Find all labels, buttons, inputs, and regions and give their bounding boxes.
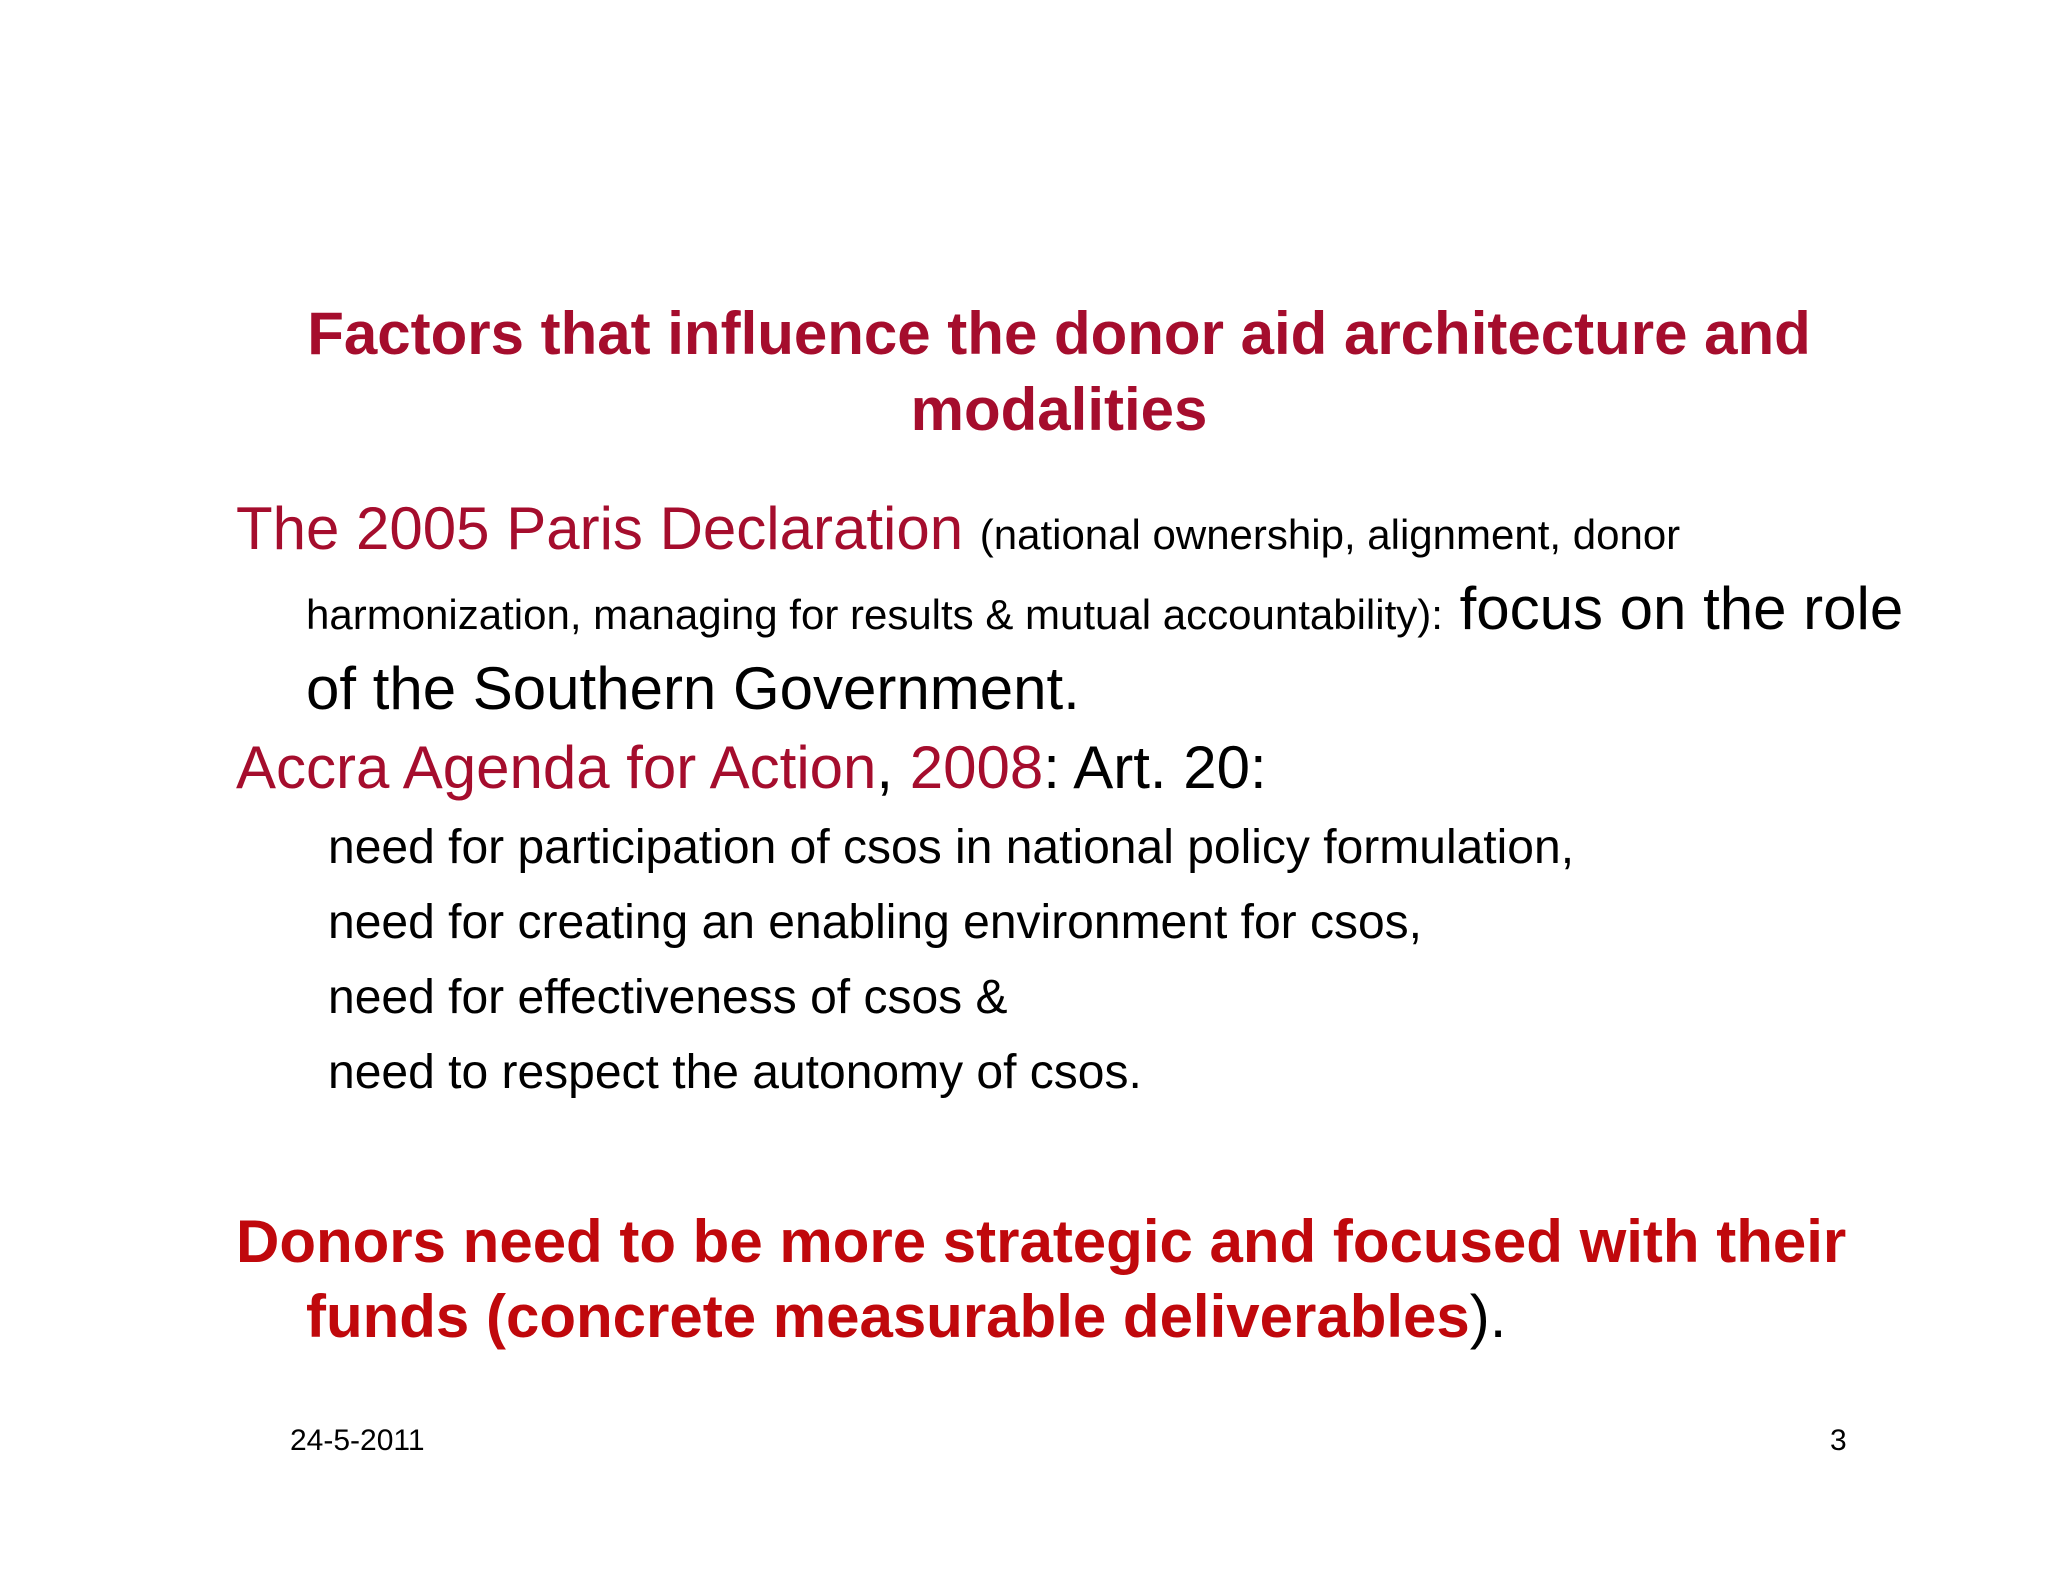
accra-agenda-year: 2008 (909, 734, 1044, 801)
conclusion-text: Donors need to be more strategic and focused with their funds (concrete measurable deliverables (236, 1208, 1847, 1350)
footer-page-number: 3 (1830, 1424, 1847, 1457)
accra-item: need to respect the autonomy of csos. (328, 1046, 1142, 1099)
accra-item: need for effectiveness of csos & (328, 971, 1008, 1024)
conclusion-tail: ). (1469, 1283, 1507, 1350)
accra-item: need for participation of csos in national policy formulation, (328, 821, 1575, 874)
paris-declaration-detail: (national ownership, alignment, donor harmonization, managing for results & mutual accountability): (306, 511, 1681, 638)
paris-declaration-paragraph (236, 492, 1946, 726)
accra-item: need for creating an enabling environment for csos, (328, 896, 1422, 949)
accra-agenda-lead: Accra Agenda for Action (236, 734, 877, 801)
accra-agenda-heading (236, 730, 1876, 806)
accra-agenda-comma: , (876, 734, 894, 801)
footer-date: 24-5-2011 (290, 1424, 425, 1457)
slide-title: Factors that influence the donor aid architecture and modalities (307, 300, 1811, 443)
paris-declaration-focus: focus on the role of the Southern Government. (306, 575, 1904, 722)
paris-declaration-lead: The 2005 Paris Declaration (236, 495, 964, 562)
accra-items-list (328, 810, 1828, 1110)
conclusion-paragraph (236, 1204, 1946, 1354)
accra-agenda-article: : Art. 20: (1043, 734, 1267, 801)
